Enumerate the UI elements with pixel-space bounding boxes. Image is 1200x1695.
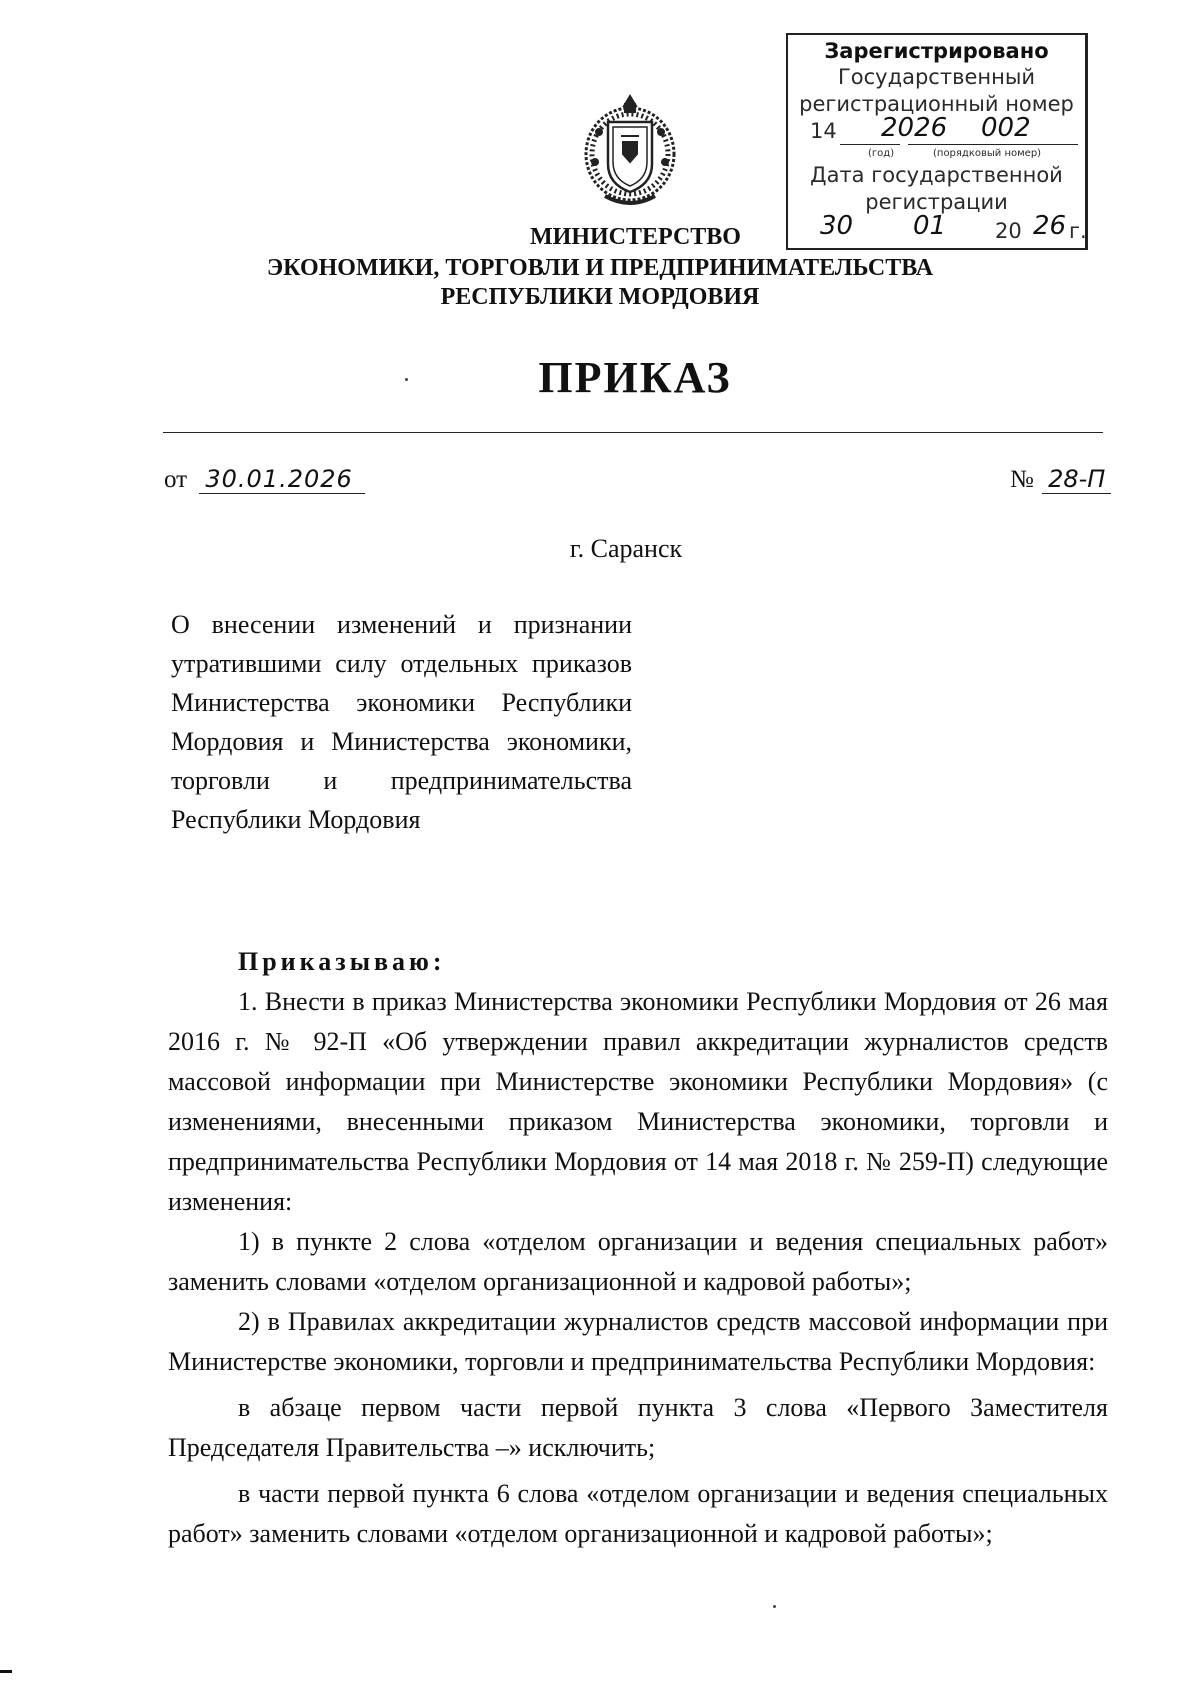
document-date [164, 465, 365, 494]
stamp-date-day: 30 [820, 211, 854, 241]
stamp-date-month: 01 [913, 211, 947, 241]
stamp-date-year-suffix: 26 [1033, 211, 1067, 241]
paragraph-4: в абзаце первом части первой пункта 3 слова «Первого Заместителя Председателя Правительства –» исключить; [168, 1393, 1108, 1462]
document-type-title: ПРИКАЗ [538, 353, 732, 402]
paragraph-1: 1. Внести в приказ Министерства экономики Республики Мордовия от 26 мая 2016 г. № 92-П «Об утверждении правил аккредитации журналистов средств массовой информации при Министерстве экономики Республики Мордовия» (с изменениями, внесенными приказом Министерства экономики, торговли и предпринимательства Республики Мордовия от 14 мая 2018 г. № 259-П) следующие изменения: [168, 987, 1108, 1216]
stamp-state-label: Государственный [837, 65, 1036, 89]
number-prefix: № [1010, 466, 1034, 493]
stamp-reg-number-label: регистрационный номер [799, 92, 1074, 116]
stamp-caption-number: (порядковый номер) [933, 148, 1042, 159]
registration-stamp [786, 33, 1088, 250]
paragraph-2: 1) в пункте 2 слова «отделом организации и ведения специальных работ» заменить словами «отделом организационной и кадровой работы»; [168, 1227, 1108, 1296]
order-word: Приказываю: [238, 947, 446, 976]
stamp-registered-label: Зарегистрировано [824, 39, 1049, 63]
paragraph-3: 2) в Правилах аккредитации журналистов средств массовой информации при Министерстве экономики, торговли и предпринимательства Республики Мордовия: [168, 1307, 1108, 1376]
stamp-registration-label: регистрации [865, 190, 1008, 214]
city: г. Саранск [569, 534, 683, 563]
document-subject: О внесении изменений и признании утратившими силу отдельных приказов Министерства экономики Республики Мордовия и Министерства экономики, торговли и предпринимательства Республики Мордовия [171, 610, 632, 834]
ministry-title-line3: РЕСПУБЛИКИ МОРДОВИЯ [440, 284, 760, 310]
header-divider [163, 432, 1103, 433]
stamp-underline-number [908, 144, 1078, 145]
number-value: 28-П [1042, 465, 1111, 494]
ministry-title-line2: ЭКОНОМИКИ, ТОРГОВЛИ И ПРЕДПРИНИМАТЕЛЬСТВА [266, 255, 934, 281]
scan-edge-mark [0, 1670, 12, 1673]
scan-speck [405, 378, 408, 381]
stamp-date-year-prefix: 20 [995, 219, 1022, 243]
stamp-reg-number: 002 [981, 113, 1031, 143]
stamp-underline-year [840, 144, 900, 145]
date-value: 30.01.2026 [199, 465, 364, 494]
stamp-reg-date-label: Дата государственной [810, 163, 1063, 187]
coat-of-arms-emblem [575, 92, 685, 212]
stamp-caption-year: (год) [868, 148, 895, 159]
stamp-year-suffix: г. [1069, 219, 1087, 243]
date-prefix: от [164, 466, 188, 493]
stamp-reg-prefix: 14 [810, 119, 837, 143]
paragraph-5: в части первой пункта 6 слова «отделом организации и ведения специальных работ» заменить словами «отделом организационной и кадровой работы»; [168, 1479, 1108, 1548]
document-body [168, 942, 1108, 1554]
scan-speck [773, 1605, 776, 1608]
ministry-title-line1: МИНИСТЕРСТВО [530, 224, 741, 250]
document-number [1010, 465, 1111, 494]
stamp-reg-year: 2026 [881, 113, 948, 143]
